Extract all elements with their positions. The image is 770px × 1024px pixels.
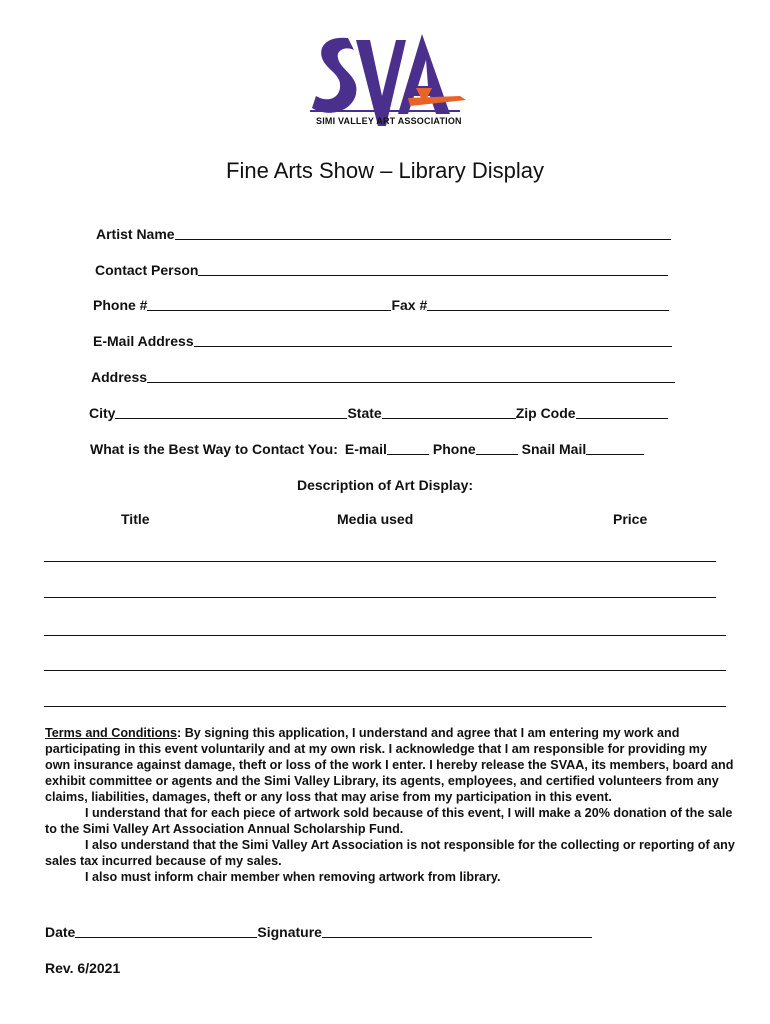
terms-and-conditions [45,725,735,885]
email-field [93,333,672,349]
zip-line[interactable] [576,406,668,419]
signature-line[interactable] [322,925,592,938]
contact-method-field [90,441,644,457]
phone-label: Phone # [93,297,148,313]
fax-label: Fax # [391,297,428,313]
city-state-zip-field [89,405,668,421]
phone-line[interactable] [147,298,391,311]
state-label: State [347,405,382,421]
phone-field [93,297,669,313]
contact-method-question: What is the Best Way to Contact You: [90,441,338,457]
page-title: Fine Arts Show – Library Display [226,158,544,183]
revision-note: Rev. 6/2021 [45,960,121,976]
logo-letter-s [312,38,357,113]
email-line[interactable] [194,334,672,347]
display-heading: Description of Art Display: [296,477,474,493]
contact-person-field [95,262,668,278]
address-line[interactable] [147,370,675,383]
artist-name-line[interactable] [175,227,671,240]
email-label: E-Mail Address [93,333,194,349]
signature-label: Signature [257,924,322,940]
contact-snail-mail-label: Snail Mail [521,441,587,457]
art-entry-line-2[interactable] [44,597,716,598]
art-entry-line-4[interactable] [44,670,726,671]
logo-tagline: SIMI VALLEY ART ASSOCIATION [316,116,462,126]
city-line[interactable] [115,406,347,419]
art-entry-line-3[interactable] [44,635,726,636]
contact-email-line[interactable] [387,442,429,455]
zip-label: Zip Code [515,405,576,421]
address-field [91,369,675,385]
terms-heading: Terms and Conditions [45,726,178,740]
terms-paragraph-1 [45,725,735,805]
logo-divider [310,110,460,112]
terms-text-1: : By signing this application, I understand and agree that I am entering my work and participating in this event voluntarily and at my own risk. I acknowledge that I am responsible for providing my own insurance against damage, theft or loss of the work I enter. I hereby release the SVAA, its members, board and exhibit committee or agents and the Simi Valley Library, its agents, employees, and certified volunteers from any claims, liabilities, damages, theft or any loss that may arise from my participation in this event. [45,726,734,804]
contact-snail-mail-line[interactable] [586,442,644,455]
column-media: Media used [337,511,414,527]
date-label: Date [45,924,76,940]
contact-phone-label: Phone [432,441,476,457]
terms-paragraph-3: I also understand that the Simi Valley Art Association is not responsible for the collecting or reporting of any sales tax incurred because of my sales. [45,838,735,868]
contact-person-line[interactable] [198,263,668,276]
date-signature-field [45,924,592,940]
state-line[interactable] [382,406,516,419]
contact-person-label: Contact Person [95,262,199,278]
city-label: City [89,405,116,421]
terms-paragraph-4: I also must inform chair member when removing artwork from library. [85,870,501,884]
date-line[interactable] [75,925,257,938]
fax-line[interactable] [427,298,669,311]
terms-paragraph-2: I understand that for each piece of artwork sold because of this event, I will make a 20% donation of the sale to the Simi Valley Art Association Annual Scholarship Fund. [45,806,733,836]
contact-phone-line[interactable] [476,442,518,455]
column-title: Title [121,511,150,527]
column-price: Price [613,511,648,527]
art-entry-line-1[interactable] [44,561,716,562]
contact-email-label: E-mail [344,441,387,457]
artist-name-label: Artist Name [96,226,175,242]
address-label: Address [91,369,148,385]
art-entry-line-5[interactable] [44,706,726,707]
artist-name-field [96,226,671,242]
